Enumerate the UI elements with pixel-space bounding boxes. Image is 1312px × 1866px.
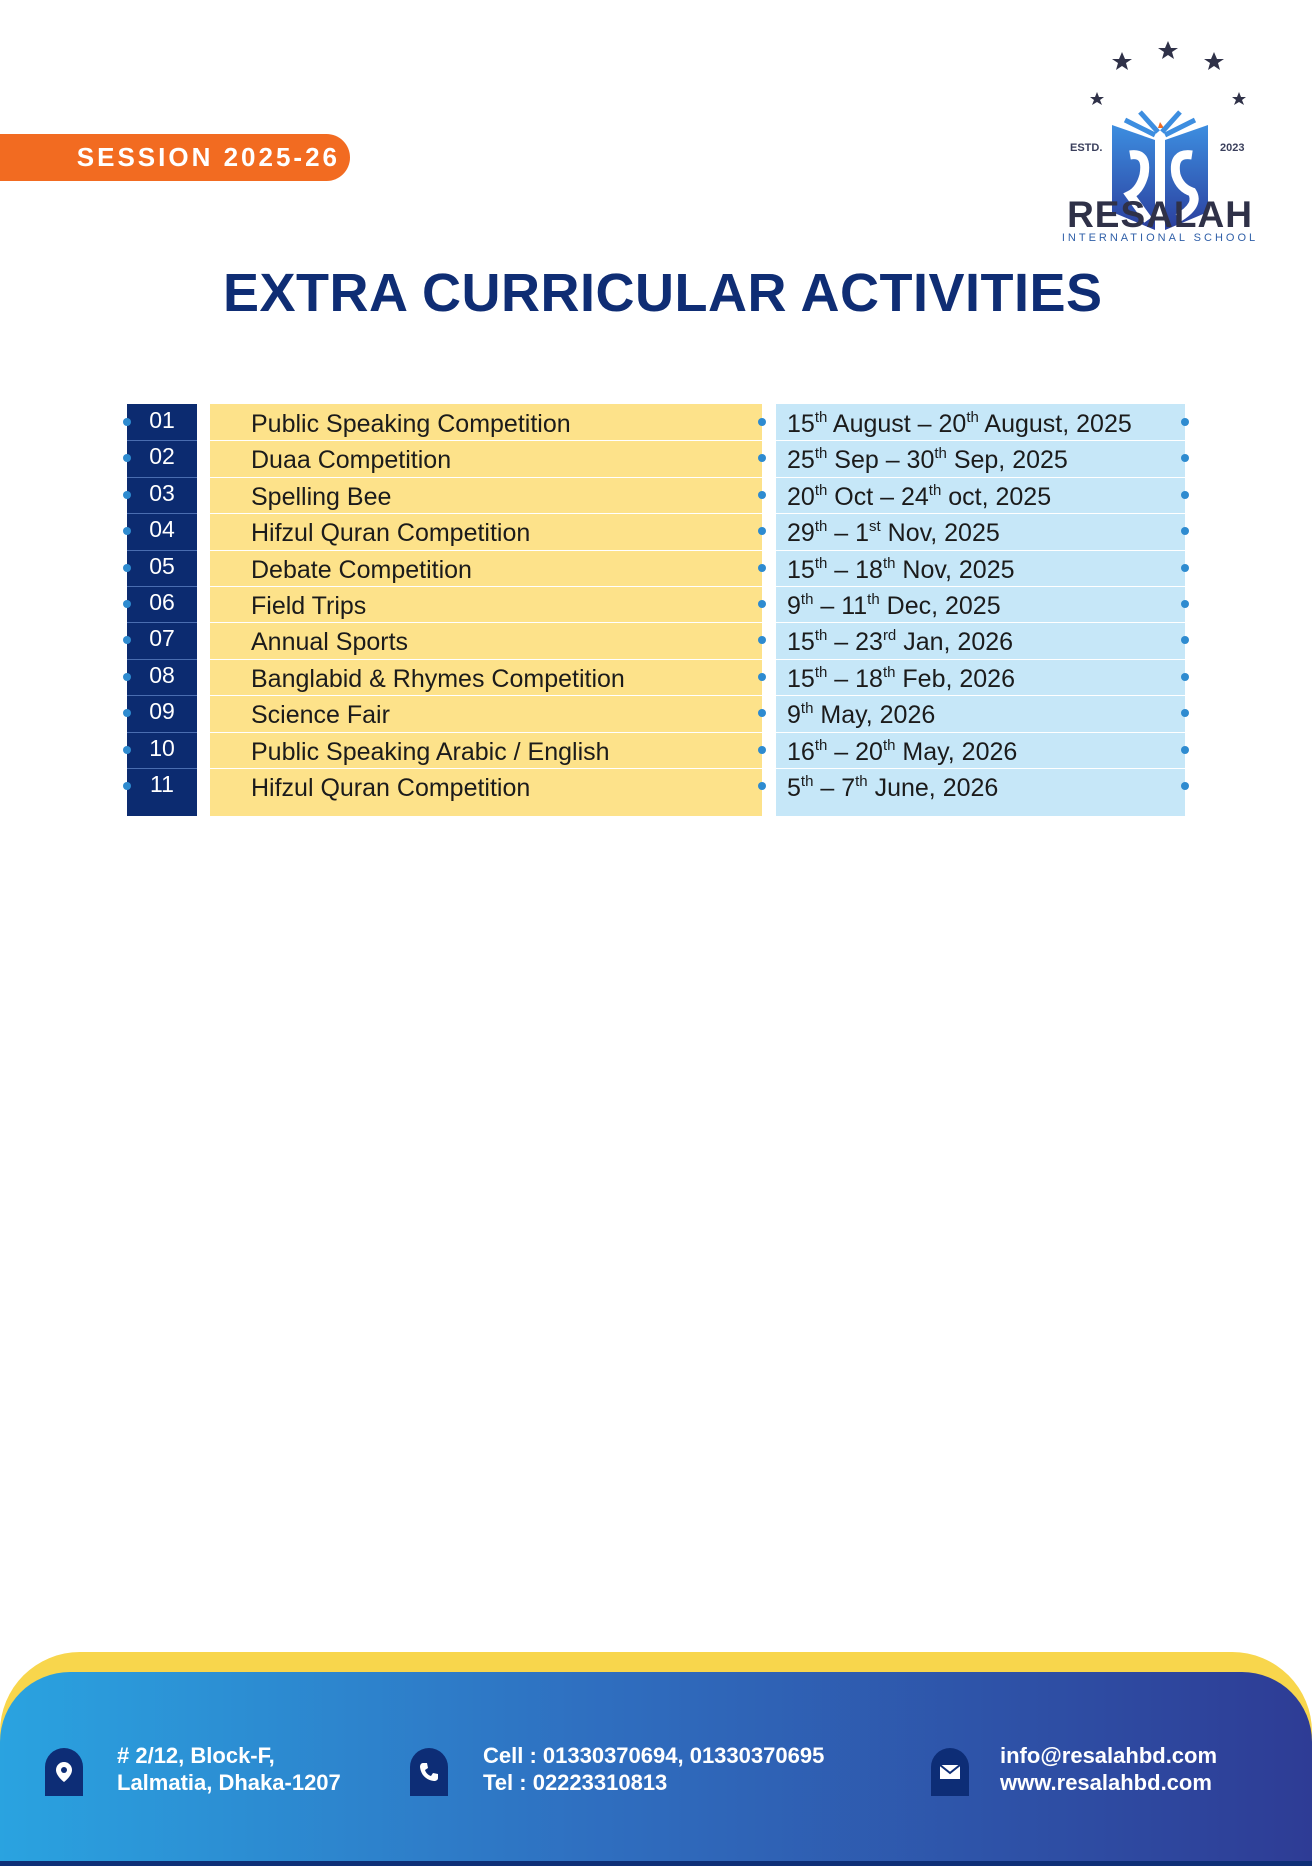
bullet-icon bbox=[1181, 709, 1189, 717]
row-divider bbox=[776, 550, 1185, 551]
date-part: – 20 bbox=[827, 737, 883, 766]
row-divider bbox=[127, 659, 197, 660]
bullet-icon bbox=[758, 600, 766, 608]
row-divider bbox=[210, 695, 762, 696]
bullet-icon bbox=[758, 636, 766, 644]
date-suffix: th bbox=[814, 409, 828, 426]
row-divider bbox=[210, 513, 762, 514]
row-divider bbox=[776, 768, 1185, 769]
date-suffix: th bbox=[814, 736, 828, 754]
date-part: Feb, 2026 bbox=[895, 664, 1015, 693]
date-part: Dec, 2025 bbox=[879, 592, 1001, 620]
row-divider bbox=[127, 695, 197, 696]
phone-icon bbox=[410, 1748, 448, 1796]
row-divider bbox=[210, 440, 762, 441]
address-line-1: # 2/12, Block-F, bbox=[117, 1743, 275, 1768]
date-suffix: th bbox=[966, 409, 979, 426]
date-part: Sep, 2025 bbox=[946, 446, 1068, 475]
date-suffix: th bbox=[814, 554, 828, 572]
activity-name: Science Fair bbox=[251, 701, 390, 730]
table-row bbox=[127, 659, 1185, 695]
date-suffix: th bbox=[855, 773, 868, 790]
date-part: – 18 bbox=[827, 555, 883, 584]
date-part: Nov, 2025 bbox=[880, 519, 1000, 548]
date-suffix: th bbox=[814, 627, 828, 645]
logo-subtitle: INTERNATIONAL SCHOOL bbox=[1061, 232, 1259, 244]
date-part: Oct – 24 bbox=[827, 482, 929, 511]
cell-numbers[interactable]: Cell : 01330370694, 01330370695 bbox=[483, 1743, 825, 1768]
website-link[interactable]: www.resalahbd.com bbox=[1000, 1770, 1212, 1795]
activity-number: 11 bbox=[150, 771, 174, 797]
date-part: 16 bbox=[787, 737, 815, 766]
bullet-icon bbox=[758, 527, 766, 535]
row-divider bbox=[127, 440, 197, 441]
activity-date bbox=[787, 519, 1000, 548]
date-part: – 7 bbox=[813, 774, 856, 802]
row-divider bbox=[210, 550, 762, 551]
row-divider bbox=[210, 659, 762, 660]
date-part: 29 bbox=[787, 519, 815, 548]
row-divider bbox=[127, 550, 197, 551]
table-row bbox=[127, 477, 1185, 513]
activity-number: 09 bbox=[149, 698, 175, 725]
date-part: Sep – 30 bbox=[827, 446, 935, 475]
bullet-icon bbox=[1181, 600, 1189, 608]
row-divider bbox=[776, 695, 1185, 696]
date-part: 9 bbox=[787, 701, 801, 730]
activity-date bbox=[787, 774, 998, 803]
date-part: 5 bbox=[787, 774, 801, 802]
activity-name: Annual Sports bbox=[251, 628, 409, 657]
row-divider bbox=[776, 477, 1185, 478]
date-part: May, 2026 bbox=[813, 701, 936, 730]
bullet-icon bbox=[758, 418, 766, 426]
page-title: EXTRA CURRICULAR ACTIVITIES bbox=[223, 263, 1103, 323]
activity-number: 01 bbox=[149, 407, 175, 433]
date-suffix: th bbox=[867, 591, 880, 608]
date-suffix: th bbox=[814, 518, 828, 536]
row-divider bbox=[776, 732, 1185, 733]
row-divider bbox=[127, 513, 197, 514]
table-row bbox=[127, 404, 1185, 440]
activity-name: Debate Competition bbox=[251, 555, 472, 584]
row-divider bbox=[776, 622, 1185, 623]
bullet-icon bbox=[1181, 491, 1189, 499]
activity-name: Spelling Bee bbox=[251, 482, 392, 511]
activity-name: Public Speaking Arabic / English bbox=[251, 737, 610, 766]
date-part: – 18 bbox=[827, 664, 883, 693]
row-divider bbox=[776, 586, 1185, 587]
bullet-icon bbox=[1181, 673, 1189, 681]
footer-contacts bbox=[1000, 1742, 1217, 1796]
row-divider bbox=[210, 477, 762, 478]
date-part: – 23 bbox=[827, 628, 883, 657]
table-row bbox=[127, 695, 1185, 731]
date-part: – 1 bbox=[827, 519, 870, 548]
activity-date bbox=[787, 483, 1051, 512]
date-part: June, 2026 bbox=[867, 774, 999, 802]
date-suffix: th bbox=[800, 591, 814, 608]
row-divider bbox=[127, 732, 197, 733]
bullet-icon bbox=[1181, 418, 1189, 426]
date-suffix: th bbox=[882, 736, 896, 754]
date-suffix: th bbox=[814, 445, 828, 463]
row-divider bbox=[210, 732, 762, 733]
date-suffix: th bbox=[814, 663, 828, 681]
date-part: oct, 2025 bbox=[941, 482, 1052, 511]
date-suffix: th bbox=[800, 700, 814, 718]
activity-date bbox=[787, 628, 1013, 657]
activity-date bbox=[787, 665, 1015, 694]
bullet-icon bbox=[758, 564, 766, 572]
activity-name: Hifzul Quran Competition bbox=[251, 774, 531, 802]
date-part: 9 bbox=[787, 592, 801, 620]
row-divider bbox=[776, 513, 1185, 514]
footer-address bbox=[117, 1742, 341, 1796]
activity-number: 04 bbox=[149, 516, 175, 543]
date-part: Nov, 2025 bbox=[895, 555, 1015, 584]
date-suffix: rd bbox=[882, 627, 897, 645]
activity-date bbox=[787, 556, 1015, 585]
activity-number: 07 bbox=[149, 625, 175, 652]
footer-bottom-line bbox=[0, 1861, 1312, 1866]
row-divider bbox=[127, 768, 197, 769]
session-banner bbox=[0, 134, 350, 181]
date-part: 15 bbox=[787, 555, 815, 584]
table-row bbox=[127, 550, 1185, 586]
bullet-icon bbox=[1181, 746, 1189, 754]
date-suffix: th bbox=[814, 481, 828, 499]
date-part: August, 2025 bbox=[978, 410, 1132, 438]
table-row bbox=[127, 586, 1185, 622]
date-part: Jan, 2026 bbox=[896, 628, 1014, 657]
row-divider bbox=[127, 586, 197, 587]
date-part: 15 bbox=[787, 664, 815, 693]
activity-number: 03 bbox=[149, 479, 175, 506]
activity-number: 02 bbox=[149, 443, 175, 470]
bullet-icon bbox=[758, 746, 766, 754]
activity-number: 05 bbox=[149, 552, 175, 579]
row-divider bbox=[776, 659, 1185, 660]
date-part: 20 bbox=[787, 482, 815, 511]
activity-date bbox=[787, 592, 1001, 621]
date-suffix: th bbox=[800, 773, 814, 790]
email-link[interactable]: info@resalahbd.com bbox=[1000, 1743, 1218, 1768]
activity-name: Banglabid & Rhymes Competition bbox=[251, 664, 625, 693]
date-part: 15 bbox=[787, 628, 815, 657]
row-divider bbox=[127, 477, 197, 478]
activity-number: 10 bbox=[149, 734, 175, 761]
table-row bbox=[127, 732, 1185, 768]
bullet-icon bbox=[758, 782, 766, 790]
envelope-icon bbox=[931, 1748, 969, 1796]
bullet-icon bbox=[1181, 782, 1189, 790]
date-part: May, 2026 bbox=[895, 737, 1018, 766]
bullet-icon bbox=[1181, 527, 1189, 535]
row-divider bbox=[127, 622, 197, 623]
address-line-2: Lalmatia, Dhaka-1207 bbox=[117, 1770, 341, 1795]
table-row bbox=[127, 513, 1185, 549]
date-suffix: th bbox=[882, 663, 896, 681]
activity-name: Field Trips bbox=[251, 592, 367, 620]
table-row bbox=[127, 440, 1185, 476]
table-row bbox=[127, 768, 1185, 804]
bullet-icon bbox=[758, 673, 766, 681]
tel-number[interactable]: Tel : 02223310813 bbox=[483, 1770, 668, 1795]
activity-date bbox=[787, 701, 935, 730]
bullet-icon bbox=[758, 709, 766, 717]
activity-name: Hifzul Quran Competition bbox=[251, 519, 531, 548]
logo-estd: ESTD. bbox=[1070, 142, 1103, 154]
date-suffix: th bbox=[882, 554, 896, 572]
activity-name: Public Speaking Competition bbox=[251, 410, 571, 438]
date-part: – 11 bbox=[813, 592, 868, 620]
row-divider bbox=[776, 440, 1185, 441]
activity-name: Duaa Competition bbox=[251, 446, 452, 475]
date-part: 15 bbox=[787, 410, 815, 438]
row-divider bbox=[210, 768, 762, 769]
activity-number: 06 bbox=[149, 589, 175, 615]
bullet-icon bbox=[1181, 454, 1189, 462]
table-row bbox=[127, 622, 1185, 658]
bullet-icon bbox=[758, 491, 766, 499]
session-label: SESSION 2025-26 bbox=[76, 142, 340, 172]
bullet-icon bbox=[1181, 564, 1189, 572]
logo-name: RESALAH bbox=[1067, 194, 1253, 235]
footer-phones bbox=[483, 1742, 824, 1796]
date-suffix: st bbox=[869, 518, 881, 536]
activity-number: 08 bbox=[149, 661, 175, 688]
row-divider bbox=[210, 622, 762, 623]
school-logo bbox=[1060, 40, 1260, 250]
date-suffix: th bbox=[928, 481, 942, 499]
date-part: 25 bbox=[787, 446, 815, 475]
bullet-icon bbox=[758, 454, 766, 462]
location-pin-icon bbox=[45, 1748, 83, 1796]
date-part: August – 20 bbox=[827, 410, 967, 438]
date-suffix: th bbox=[934, 445, 947, 463]
activity-date bbox=[787, 738, 1017, 767]
activity-schedule bbox=[127, 404, 1185, 816]
bullet-icon bbox=[1181, 636, 1189, 644]
activity-date bbox=[787, 446, 1068, 475]
activity-date bbox=[787, 410, 1132, 439]
row-divider bbox=[210, 586, 762, 587]
logo-year: 2023 bbox=[1220, 142, 1245, 154]
